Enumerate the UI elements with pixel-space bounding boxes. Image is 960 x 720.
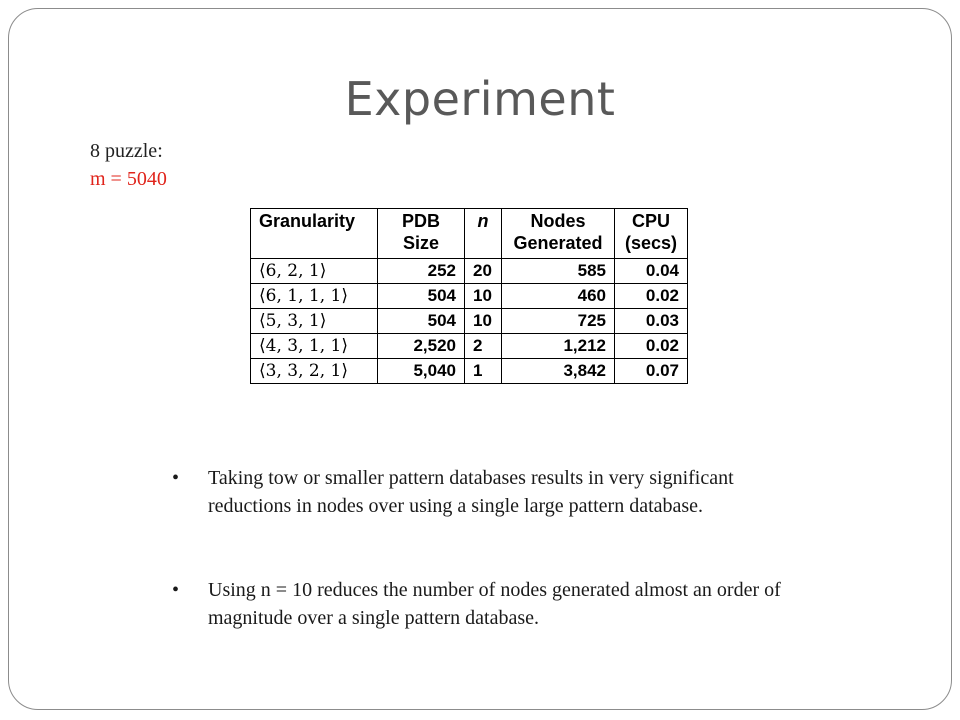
- header-cpu-line2: (secs): [624, 233, 678, 253]
- cell-nodes: 3,842: [502, 359, 615, 384]
- bullet-marker: •: [172, 467, 180, 489]
- cell-pdb-size: 2,520: [378, 334, 465, 359]
- cell-cpu: 0.04: [615, 259, 688, 284]
- slide-title: Experiment: [344, 72, 616, 126]
- header-granularity: [251, 209, 378, 259]
- cell-granularity: ⟨6, 2, 1⟩: [251, 259, 378, 284]
- header-pdb-size: [378, 209, 465, 259]
- cell-cpu: 0.02: [615, 334, 688, 359]
- m-value: m = 5040: [90, 168, 167, 190]
- cell-n: 1: [465, 359, 502, 384]
- cell-n: 20: [465, 259, 502, 284]
- cell-granularity: ⟨6, 1, 1, 1⟩: [251, 284, 378, 309]
- table-header-row: [251, 209, 688, 259]
- cell-granularity: ⟨4, 3, 1, 1⟩: [251, 334, 378, 359]
- header-nodes-line1: Nodes: [530, 211, 586, 231]
- cell-pdb-size: 504: [378, 309, 465, 334]
- cell-nodes: 1,212: [502, 334, 615, 359]
- table-row: [251, 309, 688, 334]
- header-nodes-line2: Generated: [513, 233, 603, 253]
- header-n: [465, 209, 502, 259]
- table-row: [251, 259, 688, 284]
- header-n-label: n: [477, 211, 489, 231]
- bullet-item: [172, 464, 792, 520]
- cell-cpu: 0.07: [615, 359, 688, 384]
- cell-nodes: 585: [502, 259, 615, 284]
- table-row: [251, 334, 688, 359]
- table-row: [251, 284, 688, 309]
- header-nodes-generated: [502, 209, 615, 259]
- cell-pdb-size: 504: [378, 284, 465, 309]
- results-table: [250, 208, 688, 384]
- header-pdb-line2: Size: [402, 233, 440, 253]
- header-pdb-line1: PDB: [401, 211, 440, 231]
- table-row: [251, 359, 688, 384]
- cell-pdb-size: 5,040: [378, 359, 465, 384]
- bullet-marker: •: [172, 579, 180, 601]
- bullet-text: Taking tow or smaller pattern databases results in very significant reductions in nodes over using a single large pattern database.: [208, 467, 734, 517]
- cell-n: 10: [465, 309, 502, 334]
- cell-pdb-size: 252: [378, 259, 465, 284]
- header-cpu-line1: CPU: [631, 211, 670, 231]
- cell-nodes: 460: [502, 284, 615, 309]
- bullet-text: Using n = 10 reduces the number of nodes generated almost an order of magnitude over a single pattern database.: [208, 579, 781, 629]
- cell-granularity: ⟨3, 3, 2, 1⟩: [251, 359, 378, 384]
- cell-cpu: 0.02: [615, 284, 688, 309]
- puzzle-label: 8 puzzle:: [90, 140, 163, 162]
- bullet-item: [172, 576, 792, 632]
- cell-granularity: ⟨5, 3, 1⟩: [251, 309, 378, 334]
- cell-n: 2: [465, 334, 502, 359]
- cell-cpu: 0.03: [615, 309, 688, 334]
- header-granularity-label: Granularity: [259, 211, 356, 231]
- header-cpu: [615, 209, 688, 259]
- cell-n: 10: [465, 284, 502, 309]
- cell-nodes: 725: [502, 309, 615, 334]
